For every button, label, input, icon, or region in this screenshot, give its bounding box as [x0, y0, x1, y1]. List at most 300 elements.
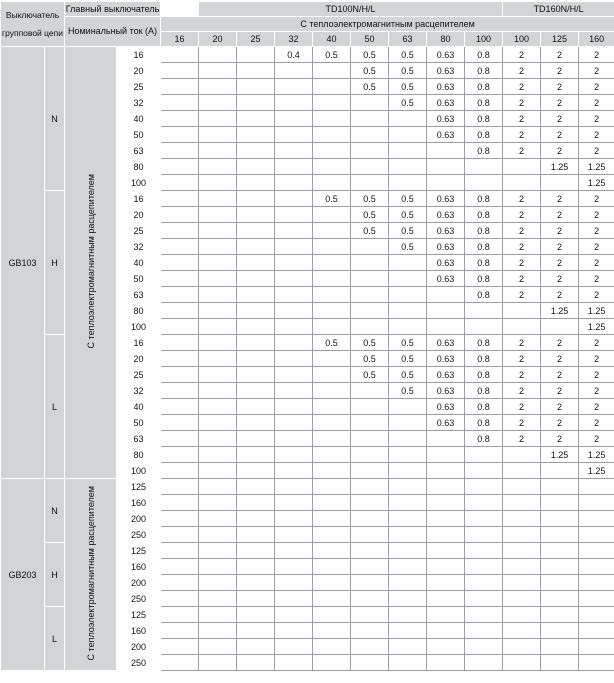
- selectivity-value-cell: [579, 559, 614, 575]
- selectivity-value-cell: [275, 495, 313, 511]
- selectivity-value-cell: 0.8: [465, 383, 503, 399]
- nominal-current-cell: 80: [117, 159, 161, 175]
- selectivity-value-cell: [427, 607, 465, 623]
- selectivity-value-cell: [199, 383, 237, 399]
- selectivity-value-cell: [161, 159, 199, 175]
- selectivity-value-cell: [389, 255, 427, 271]
- selectivity-value-cell: [275, 511, 313, 527]
- selectivity-value-cell: [389, 559, 427, 575]
- selectivity-value-cell: 2: [579, 415, 614, 431]
- selectivity-value-cell: [237, 255, 275, 271]
- selectivity-value-cell: [199, 111, 237, 127]
- selectivity-value-cell: 2: [503, 287, 541, 303]
- selectivity-value-cell: 2: [503, 399, 541, 415]
- selectivity-value-cell: [161, 255, 199, 271]
- selectivity-value-cell: [313, 575, 351, 591]
- selectivity-value-cell: [351, 463, 389, 479]
- selectivity-value-cell: [199, 447, 237, 463]
- column-header: 50: [351, 32, 389, 47]
- selectivity-value-cell: 2: [503, 111, 541, 127]
- selectivity-value-cell: 1.25: [579, 463, 614, 479]
- selectivity-value-cell: [313, 447, 351, 463]
- selectivity-value-cell: 2: [579, 351, 614, 367]
- column-header: 20: [199, 32, 237, 47]
- selectivity-value-cell: [161, 543, 199, 559]
- selectivity-value-cell: [579, 575, 614, 591]
- selectivity-value-cell: [237, 415, 275, 431]
- selectivity-value-cell: [313, 175, 351, 191]
- selectivity-value-cell: 2: [503, 223, 541, 239]
- selectivity-value-cell: 2: [503, 79, 541, 95]
- selectivity-value-cell: [275, 335, 313, 351]
- selectivity-value-cell: [389, 431, 427, 447]
- selectivity-value-cell: [351, 383, 389, 399]
- selectivity-value-cell: [313, 623, 351, 639]
- nominal-current-cell: 32: [117, 383, 161, 399]
- selectivity-value-cell: [541, 175, 579, 191]
- selectivity-value-cell: [427, 527, 465, 543]
- selectivity-value-cell: 2: [579, 255, 614, 271]
- selectivity-value-cell: 0.5: [351, 223, 389, 239]
- selectivity-value-cell: 2: [503, 383, 541, 399]
- selectivity-value-cell: 2: [579, 239, 614, 255]
- selectivity-value-cell: 0.5: [389, 63, 427, 79]
- nominal-current-cell: 200: [117, 575, 161, 591]
- selectivity-value-cell: [503, 463, 541, 479]
- selectivity-value-cell: [237, 271, 275, 287]
- selectivity-value-cell: [313, 79, 351, 95]
- selectivity-value-cell: [465, 463, 503, 479]
- selectivity-value-cell: [275, 447, 313, 463]
- selectivity-value-cell: [313, 495, 351, 511]
- selectivity-value-cell: [275, 159, 313, 175]
- selectivity-value-cell: [389, 319, 427, 335]
- selectivity-value-cell: [237, 143, 275, 159]
- selectivity-value-cell: [161, 463, 199, 479]
- selectivity-value-cell: 2: [503, 351, 541, 367]
- selectivity-value-cell: [275, 575, 313, 591]
- selectivity-value-cell: 0.8: [465, 431, 503, 447]
- selectivity-value-cell: [465, 495, 503, 511]
- nominal-current-cell: 250: [117, 591, 161, 607]
- selectivity-value-cell: [389, 175, 427, 191]
- selectivity-value-cell: 0.63: [427, 255, 465, 271]
- selectivity-value-cell: [313, 655, 351, 671]
- selectivity-value-cell: [427, 575, 465, 591]
- selectivity-value-cell: 2: [579, 79, 614, 95]
- selectivity-value-cell: [465, 607, 503, 623]
- selectivity-value-cell: [161, 479, 199, 495]
- selectivity-value-cell: [275, 191, 313, 207]
- selectivity-value-cell: [199, 527, 237, 543]
- nominal-current-cell: 80: [117, 303, 161, 319]
- column-header: 100: [465, 32, 503, 47]
- selectivity-value-cell: [161, 319, 199, 335]
- selectivity-value-cell: 1.25: [579, 159, 614, 175]
- td160-header: TD160N/H/L: [503, 2, 614, 17]
- selectivity-value-cell: 0.63: [427, 271, 465, 287]
- selectivity-value-cell: [161, 303, 199, 319]
- selectivity-value-cell: 0.5: [389, 351, 427, 367]
- selectivity-value-cell: [579, 639, 614, 655]
- selectivity-value-cell: 2: [579, 47, 614, 63]
- selectivity-value-cell: [351, 431, 389, 447]
- selectivity-value-cell: [389, 415, 427, 431]
- selectivity-value-cell: [161, 415, 199, 431]
- selectivity-value-cell: [579, 527, 614, 543]
- selectivity-value-cell: [313, 111, 351, 127]
- selectivity-value-cell: [237, 79, 275, 95]
- selectivity-value-cell: [275, 351, 313, 367]
- selectivity-value-cell: 0.5: [389, 207, 427, 223]
- selectivity-value-cell: [199, 175, 237, 191]
- selectivity-value-cell: [427, 287, 465, 303]
- thermal-release-vertical-label: [65, 479, 117, 671]
- selectivity-value-cell: 2: [541, 143, 579, 159]
- selectivity-value-cell: [161, 175, 199, 191]
- selectivity-value-cell: [389, 271, 427, 287]
- selectivity-value-cell: [161, 351, 199, 367]
- selectivity-value-cell: [541, 511, 579, 527]
- selectivity-value-cell: [161, 207, 199, 223]
- nominal-current-cell: 200: [117, 639, 161, 655]
- selectivity-value-cell: [541, 543, 579, 559]
- selectivity-value-cell: [161, 559, 199, 575]
- selectivity-value-cell: [237, 559, 275, 575]
- selectivity-value-cell: [161, 511, 199, 527]
- selectivity-value-cell: 2: [541, 223, 579, 239]
- selectivity-value-cell: 0.5: [389, 95, 427, 111]
- selectivity-value-cell: [313, 399, 351, 415]
- selectivity-value-cell: 0.63: [427, 399, 465, 415]
- selectivity-value-cell: [427, 559, 465, 575]
- selectivity-value-cell: 0.5: [351, 47, 389, 63]
- selectivity-value-cell: [161, 495, 199, 511]
- selectivity-value-cell: 2: [541, 111, 579, 127]
- selectivity-value-cell: [275, 223, 313, 239]
- selectivity-value-cell: [199, 63, 237, 79]
- selectivity-value-cell: [237, 335, 275, 351]
- selectivity-value-cell: 2: [503, 143, 541, 159]
- selectivity-value-cell: [275, 287, 313, 303]
- selectivity-value-cell: [389, 127, 427, 143]
- selectivity-value-cell: [389, 639, 427, 655]
- selectivity-value-cell: [313, 607, 351, 623]
- selectivity-value-cell: [465, 559, 503, 575]
- selectivity-value-cell: 2: [579, 127, 614, 143]
- selectivity-value-cell: [199, 495, 237, 511]
- selectivity-value-cell: [275, 319, 313, 335]
- selectivity-value-cell: [161, 431, 199, 447]
- selectivity-value-cell: [275, 399, 313, 415]
- selectivity-value-cell: 1.25: [579, 303, 614, 319]
- selectivity-value-cell: [465, 479, 503, 495]
- selectivity-value-cell: [275, 463, 313, 479]
- selectivity-value-cell: [351, 447, 389, 463]
- selectivity-value-cell: [161, 655, 199, 671]
- selectivity-value-cell: [351, 623, 389, 639]
- selectivity-value-cell: 2: [503, 431, 541, 447]
- selectivity-value-cell: 2: [503, 239, 541, 255]
- selectivity-value-cell: [199, 287, 237, 303]
- selectivity-value-cell: 2: [503, 367, 541, 383]
- selectivity-value-cell: [389, 463, 427, 479]
- selectivity-value-cell: [541, 319, 579, 335]
- column-header: 100: [503, 32, 541, 47]
- selectivity-value-cell: 0.63: [427, 367, 465, 383]
- selectivity-value-cell: [237, 47, 275, 63]
- selectivity-value-cell: [503, 543, 541, 559]
- selectivity-value-cell: [199, 127, 237, 143]
- nominal-current-cell: 200: [117, 511, 161, 527]
- selectivity-value-cell: 0.8: [465, 127, 503, 143]
- selectivity-value-cell: 0.8: [465, 399, 503, 415]
- selectivity-value-cell: 1.25: [541, 159, 579, 175]
- selectivity-value-cell: [427, 447, 465, 463]
- selectivity-value-cell: [237, 639, 275, 655]
- selectivity-value-cell: [275, 415, 313, 431]
- selectivity-value-cell: [351, 399, 389, 415]
- selectivity-value-cell: [313, 127, 351, 143]
- selectivity-value-cell: 2: [579, 399, 614, 415]
- selectivity-value-cell: [237, 511, 275, 527]
- selectivity-value-cell: [199, 159, 237, 175]
- selectivity-value-cell: [275, 271, 313, 287]
- nominal-current-cell: 16: [117, 191, 161, 207]
- selectivity-value-cell: 0.63: [427, 47, 465, 63]
- nominal-current-cell: 16: [117, 47, 161, 63]
- column-header: 16: [161, 32, 199, 47]
- selectivity-value-cell: [541, 527, 579, 543]
- selectivity-value-cell: [161, 79, 199, 95]
- selectivity-value-cell: 0.63: [427, 95, 465, 111]
- selectivity-value-cell: [579, 479, 614, 495]
- selectivity-value-cell: 2: [503, 415, 541, 431]
- selectivity-value-cell: [465, 543, 503, 559]
- selectivity-value-cell: [237, 591, 275, 607]
- selectivity-value-cell: [351, 303, 389, 319]
- selectivity-value-cell: [503, 623, 541, 639]
- selectivity-value-cell: [427, 431, 465, 447]
- selectivity-value-cell: [313, 543, 351, 559]
- selectivity-value-cell: [427, 143, 465, 159]
- selectivity-value-cell: [579, 591, 614, 607]
- selectivity-value-cell: [161, 63, 199, 79]
- selectivity-value-cell: [389, 511, 427, 527]
- nominal-current-cell: 40: [117, 111, 161, 127]
- column-header: 125: [541, 32, 579, 47]
- selectivity-value-cell: 2: [503, 47, 541, 63]
- selectivity-value-cell: 0.8: [465, 287, 503, 303]
- selectivity-value-cell: [351, 591, 389, 607]
- selectivity-value-cell: [161, 639, 199, 655]
- selectivity-value-cell: [313, 383, 351, 399]
- selectivity-value-cell: [313, 415, 351, 431]
- selectivity-value-cell: [199, 591, 237, 607]
- selectivity-value-cell: 0.8: [465, 63, 503, 79]
- selectivity-value-cell: [465, 303, 503, 319]
- thermal-release-header: С теплоэлектромагнитным расцепителем: [161, 17, 614, 32]
- nominal-current-cell: 16: [117, 335, 161, 351]
- selectivity-value-cell: 0.5: [389, 47, 427, 63]
- selectivity-value-cell: [313, 463, 351, 479]
- selectivity-value-cell: 0.8: [465, 335, 503, 351]
- selectivity-value-cell: [389, 575, 427, 591]
- selectivity-value-cell: [313, 479, 351, 495]
- selectivity-value-cell: [313, 511, 351, 527]
- nominal-current-cell: 125: [117, 607, 161, 623]
- selectivity-value-cell: 0.8: [465, 415, 503, 431]
- selectivity-value-cell: 2: [503, 207, 541, 223]
- selectivity-value-cell: [275, 559, 313, 575]
- selectivity-value-cell: 0.63: [427, 127, 465, 143]
- selectivity-value-cell: [237, 223, 275, 239]
- selectivity-value-cell: [541, 591, 579, 607]
- selectivity-value-cell: [465, 527, 503, 543]
- selectivity-value-cell: 2: [579, 367, 614, 383]
- selectivity-value-cell: 2: [541, 335, 579, 351]
- selectivity-value-cell: 0.5: [389, 335, 427, 351]
- selectivity-value-cell: [275, 591, 313, 607]
- nominal-current-header: Номинальный ток (A): [65, 17, 161, 47]
- nominal-current-cell: 20: [117, 207, 161, 223]
- selectivity-value-cell: 0.8: [465, 367, 503, 383]
- selectivity-value-cell: [541, 479, 579, 495]
- selectivity-value-cell: 1.25: [579, 175, 614, 191]
- selectivity-value-cell: [275, 143, 313, 159]
- selectivity-value-cell: [503, 495, 541, 511]
- selectivity-value-cell: 2: [579, 143, 614, 159]
- selectivity-value-cell: 1.25: [541, 303, 579, 319]
- selectivity-value-cell: 0.8: [465, 255, 503, 271]
- selectivity-value-cell: [199, 319, 237, 335]
- selectivity-value-cell: [199, 367, 237, 383]
- selectivity-value-cell: 0.8: [465, 223, 503, 239]
- selectivity-value-cell: [351, 319, 389, 335]
- main-switch-header: Главный выключатель: [65, 2, 161, 17]
- selectivity-value-cell: [237, 431, 275, 447]
- selectivity-value-cell: [389, 591, 427, 607]
- selectivity-value-cell: 0.63: [427, 191, 465, 207]
- selectivity-value-cell: [351, 575, 389, 591]
- selectivity-value-cell: [465, 319, 503, 335]
- selectivity-value-cell: [275, 111, 313, 127]
- selectivity-value-cell: [237, 95, 275, 111]
- selectivity-value-cell: 0.63: [427, 79, 465, 95]
- nominal-current-cell: 125: [117, 543, 161, 559]
- td100-header: TD100N/H/L: [199, 2, 503, 17]
- selectivity-value-cell: [237, 463, 275, 479]
- selectivity-value-cell: 2: [579, 111, 614, 127]
- selectivity-value-cell: 0.8: [465, 239, 503, 255]
- selectivity-value-cell: [237, 399, 275, 415]
- selectivity-value-cell: [313, 63, 351, 79]
- selectivity-value-cell: [503, 319, 541, 335]
- selectivity-value-cell: [351, 175, 389, 191]
- selectivity-value-cell: [427, 495, 465, 511]
- selectivity-value-cell: [465, 655, 503, 671]
- selectivity-value-cell: 0.5: [389, 79, 427, 95]
- selectivity-value-cell: [199, 399, 237, 415]
- selectivity-value-cell: [199, 207, 237, 223]
- selectivity-value-cell: [465, 623, 503, 639]
- selectivity-value-cell: [579, 623, 614, 639]
- selectivity-value-cell: [275, 79, 313, 95]
- selectivity-value-cell: [161, 383, 199, 399]
- selectivity-value-cell: [237, 575, 275, 591]
- selectivity-value-cell: [237, 527, 275, 543]
- selectivity-value-cell: 0.63: [427, 335, 465, 351]
- selectivity-value-cell: [237, 159, 275, 175]
- selectivity-value-cell: [465, 511, 503, 527]
- selectivity-value-cell: 0.5: [351, 207, 389, 223]
- selectivity-value-cell: [579, 511, 614, 527]
- column-header: 40: [313, 32, 351, 47]
- selectivity-value-cell: [237, 383, 275, 399]
- selectivity-value-cell: 2: [541, 271, 579, 287]
- selectivity-value-cell: [237, 287, 275, 303]
- selectivity-value-cell: [389, 447, 427, 463]
- group-breaker-label: GB103: [1, 47, 45, 479]
- selectivity-value-cell: 2: [541, 47, 579, 63]
- selectivity-value-cell: 0.5: [389, 223, 427, 239]
- selectivity-value-cell: 2: [541, 415, 579, 431]
- selectivity-value-cell: [275, 543, 313, 559]
- selectivity-value-cell: 1.25: [579, 319, 614, 335]
- selectivity-value-cell: [351, 143, 389, 159]
- vertical-text: С теплоэлектромагнитным расцепителем: [85, 486, 96, 661]
- selectivity-value-cell: [503, 175, 541, 191]
- selectivity-value-cell: [465, 591, 503, 607]
- selectivity-value-cell: [313, 527, 351, 543]
- selectivity-value-cell: [541, 639, 579, 655]
- selectivity-value-cell: [237, 607, 275, 623]
- selectivity-value-cell: [161, 239, 199, 255]
- selectivity-value-cell: [161, 335, 199, 351]
- selectivity-value-cell: [237, 239, 275, 255]
- selectivity-value-cell: [237, 63, 275, 79]
- selectivity-value-cell: 2: [503, 335, 541, 351]
- selectivity-value-cell: 2: [579, 383, 614, 399]
- selectivity-value-cell: 0.5: [351, 351, 389, 367]
- selectivity-value-cell: 2: [541, 351, 579, 367]
- selectivity-value-cell: [199, 143, 237, 159]
- selectivity-value-cell: [199, 351, 237, 367]
- selectivity-value-cell: [199, 559, 237, 575]
- selectivity-value-cell: [275, 639, 313, 655]
- selectivity-value-cell: 0.5: [351, 335, 389, 351]
- selectivity-value-cell: [313, 223, 351, 239]
- selectivity-value-cell: 0.5: [351, 191, 389, 207]
- selectivity-value-cell: [237, 175, 275, 191]
- selectivity-value-cell: [161, 367, 199, 383]
- selectivity-value-cell: [199, 223, 237, 239]
- nominal-current-cell: 25: [117, 367, 161, 383]
- selectivity-value-cell: 0.5: [351, 79, 389, 95]
- selectivity-value-cell: [389, 607, 427, 623]
- selectivity-value-cell: 0.5: [351, 63, 389, 79]
- selectivity-value-cell: [427, 319, 465, 335]
- selectivity-value-cell: [313, 351, 351, 367]
- selectivity-value-cell: [237, 623, 275, 639]
- selectivity-value-cell: 2: [541, 127, 579, 143]
- selectivity-value-cell: [503, 655, 541, 671]
- selectivity-value-cell: [465, 639, 503, 655]
- selectivity-value-cell: [313, 271, 351, 287]
- selectivity-value-cell: 1.25: [541, 447, 579, 463]
- selectivity-value-cell: [275, 239, 313, 255]
- selectivity-value-cell: 0.63: [427, 63, 465, 79]
